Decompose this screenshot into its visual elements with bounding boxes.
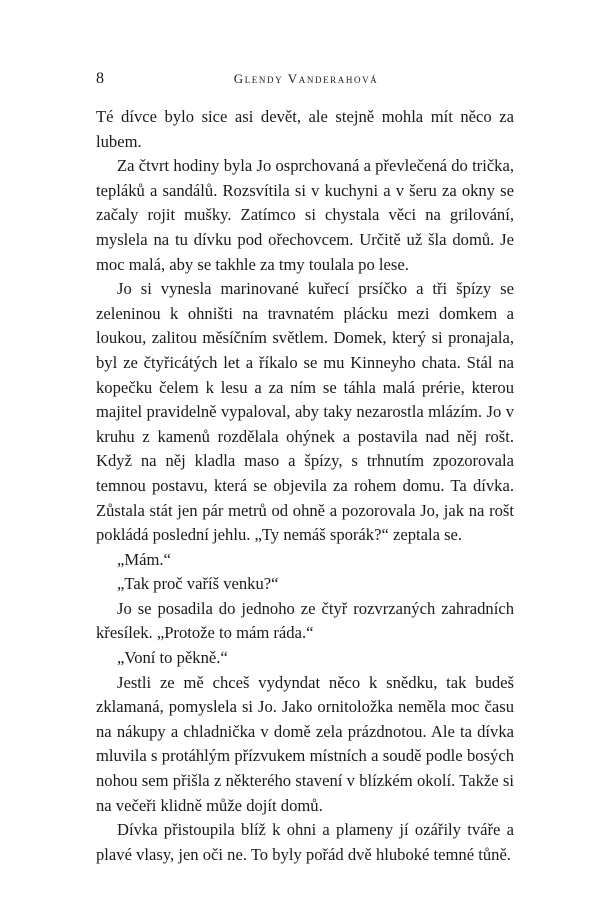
paragraph: „Mám.“ — [117, 549, 171, 569]
running-head — [96, 70, 516, 92]
body-text — [96, 105, 514, 867]
paragraph: Za čtvrt hodiny byla Jo osprchovaná a převlečená do trička, tepláků a sandálů. Rozsvítila si v kuchyni a v šeru za okny se začaly rojit mušky. Zatímco si chystala věci na grilování, myslela na tu dívku pod ořechovcem. Určitě už šla domů. Je moc malá, aby se takhle za tmy toulala po lese. — [96, 156, 514, 274]
paragraph: Jo se posadila do jednoho ze čtyř rozvrzaných zahradních křesílek. „Protože to mám ráda.“ — [96, 598, 514, 643]
paragraph: „Voní to pěkně.“ — [117, 648, 228, 668]
paragraph: Té dívce bylo sice asi devět, ale stejně mohla mít něco za lubem. — [96, 107, 514, 151]
paragraph: Jestli ze mě chceš vydyndat něco k snědku, tak budeš zklamaná, pomyslela si Jo. Jako ornitoložka neměla moc času na nákupy a chladnička v domě zela prázdnotou. Ale ta dívka mluvila s protáhlým přízvukem místních a soudě podle bosých nohou sem přišla z některého stavení v blízkém okolí. Takže si na večeři klidně může dojít domů. — [96, 672, 514, 815]
paragraph: Jo si vynesla marinované kuřecí prsíčko a tři špízy se zeleninou k ohništi na travnatém plácku mezi domkem a loukou, zalitou měsíčním světlem. Domek, který si pronajala, byl ze čtyřicátých let a říkalo se mu Kinneyho chata. Stál na kopečku čelem k lesu a za ním se táhla malá prérie, kterou majitel pravidelně vypaloval, aby taky nezarostla mlázím. Jo v kruhu z kamenů rozdělala ohýnek a postavila nad něj rošt. Když na něj kladla maso a špízy, s trhnutím zpozorovala temnou postavu, která se objevila za rohem domu. Ta dívka. Zůstala stát jen pár metrů od ohně a pozorovala Jo, jak na rošt pokládá poslední jehlu. „Ty nemáš sporák?“ zeptala se. — [96, 279, 514, 545]
running-title: Glendy Vanderahová — [233, 71, 379, 86]
page-number: 8 — [96, 70, 104, 87]
paragraph: „Tak proč vaříš venku?“ — [117, 574, 279, 594]
paragraph: Dívka přistoupila blíž k ohni a plameny jí ozářily tváře a plavé vlasy, jen oči ne. To byly pořád dvě hluboké temné tůně. — [96, 820, 514, 864]
